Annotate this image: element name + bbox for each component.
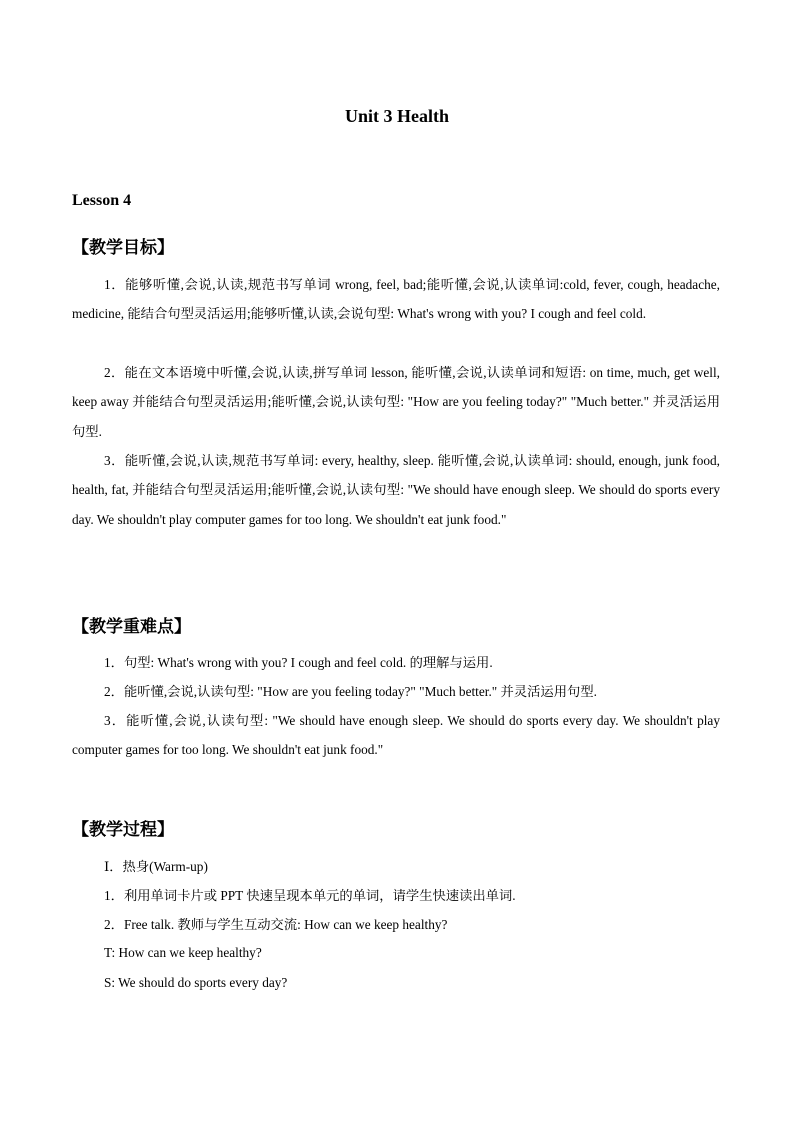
document-title: Unit 3 Health <box>344 106 449 126</box>
lesson-heading: Lesson 4 <box>72 192 132 209</box>
process-step-2: 2．Free talk. 教师与学生互动交流: How can we keep healthy? <box>104 917 448 932</box>
objective-item-2: 2．能在文本语境中听懂,会说,认读,拼写单词 lesson, 能听懂,会说,认读单词和短语: on time, much, get well, keep away 并能结合句型灵活运用;能听懂,会说,认读句型: "How are you feeling today?" "Much better." 并灵活运用句型. <box>72 365 720 439</box>
process-heading: 【教学过程】 <box>72 820 174 839</box>
key-points-heading: 【教学重难点】 <box>72 617 191 636</box>
dialog-student-line: S: We should do sports every day? <box>104 975 288 990</box>
process-step-1: 1．利用单词卡片或 PPT 快速呈现本单元的单词，请学生快速读出单词. <box>104 888 516 903</box>
key-point-item-1: 1．句型: What's wrong with you? I cough and feel cold. 的理解与运用. <box>104 655 493 670</box>
key-point-item-3: 3．能听懂,会说,认读句型: "We should have enough sleep. We should do sports every day. We shouldn't play computer games for too long. We shouldn't eat junk food." <box>72 713 720 758</box>
objectives-heading: 【教学目标】 <box>72 238 174 257</box>
objective-item-1: 1．能够听懂,会说,认读,规范书写单词 wrong, feel, bad;能听懂,会说,认读单词:cold, fever, cough, headache, medicine, 能结合句型灵活运用;能够听懂,认读,会说句型: What's wrong with you? I cough and feel cold. <box>72 277 720 322</box>
objective-item-3: 3．能听懂,会说,认读,规范书写单词: every, healthy, sleep. 能听懂,会说,认读单词: should, enough, junk food, health, fat, 并能结合句型灵活运用;能听懂,会说,认读句型: "We should have enough sleep. We should do sports every day. We shouldn't play computer games for too long. We shouldn't eat junk food." <box>72 453 720 527</box>
dialog-teacher-line: T: How can we keep healthy? <box>104 945 262 960</box>
key-point-item-2: 2．能听懂,会说,认读句型: "How are you feeling today?" "Much better." 并灵活运用句型. <box>104 684 597 699</box>
warm-up-section: Ⅰ．热身(Warm-up) <box>104 859 208 874</box>
